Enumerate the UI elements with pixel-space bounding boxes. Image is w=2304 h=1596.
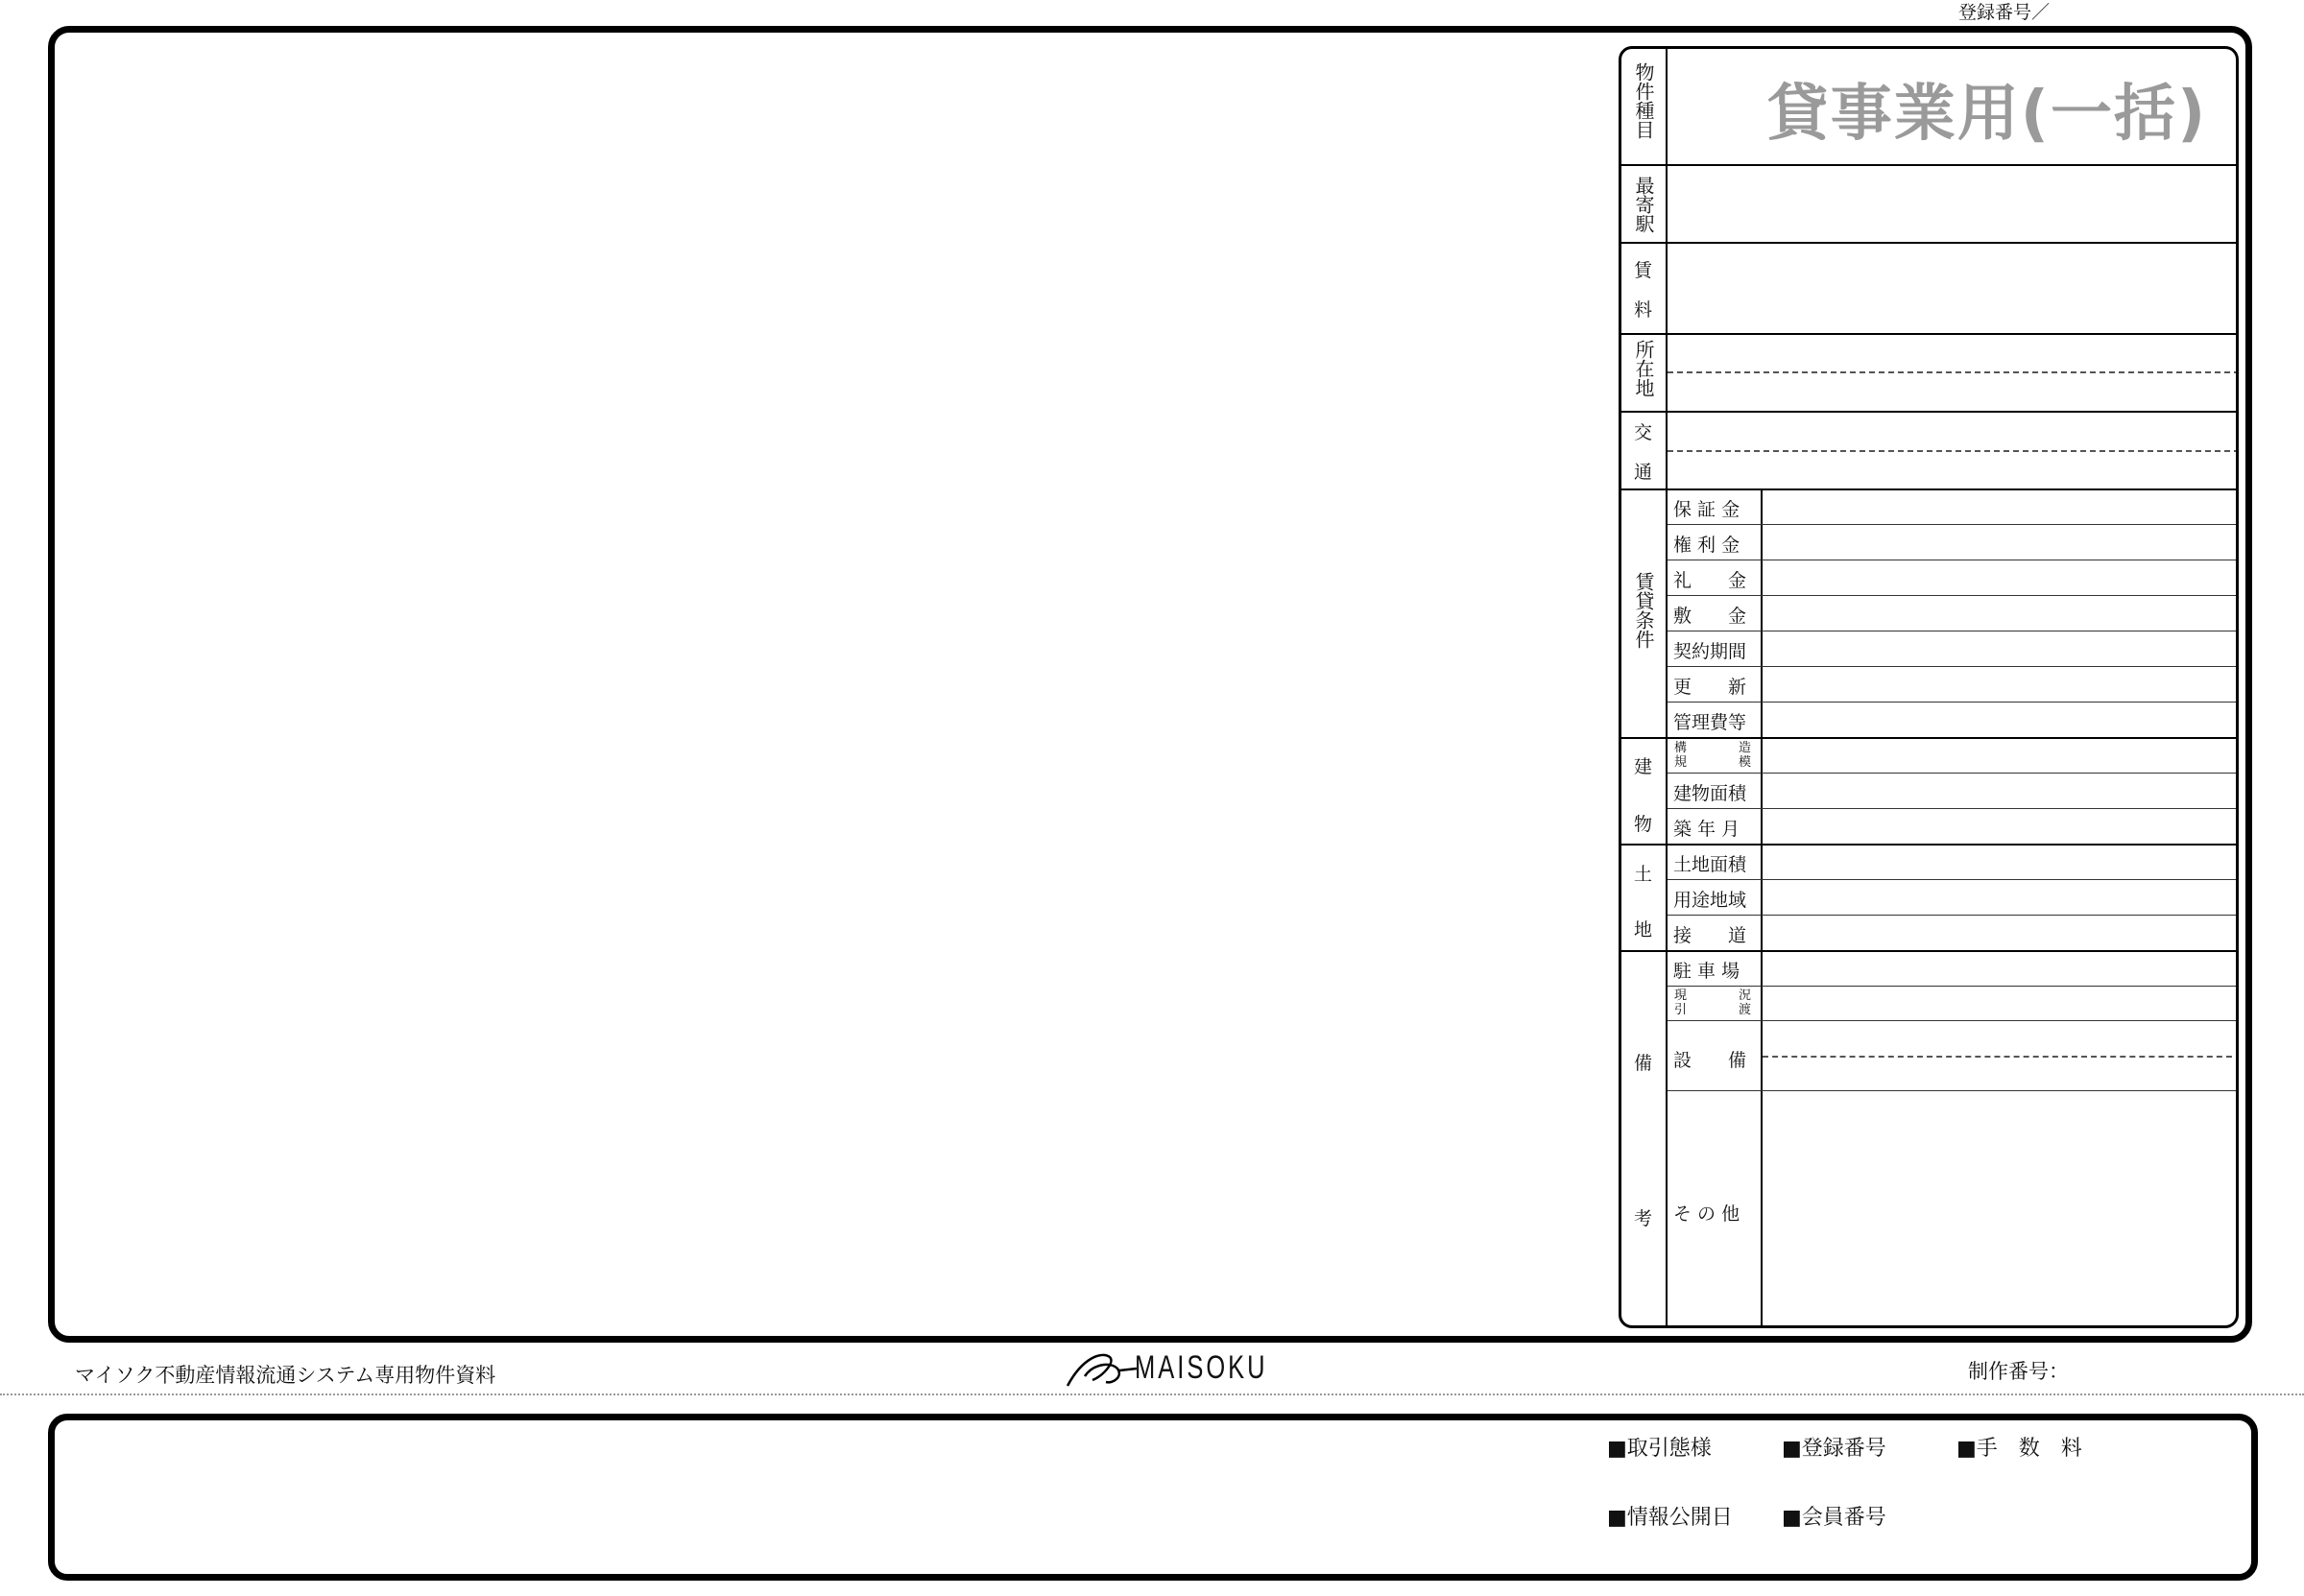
property-info-panel [1619,46,2239,1328]
rent-label-1: 賃 [1634,260,1653,281]
row-divider [1668,1090,2239,1091]
nearest-station-label: 最寄駅 [1632,176,1655,233]
maisoku-logo [1064,1347,1268,1394]
transport-label-1: 交 [1634,422,1653,443]
row-divider [1621,333,2239,335]
sublabel-column-divider [1761,490,1763,1328]
remarks-label-1: 備 [1634,1053,1653,1074]
transport-label-2: 通 [1634,462,1653,483]
production-number-label: 制作番号： [1968,1360,2069,1383]
row-divider [1668,879,2239,880]
row-divider [1668,915,2239,916]
row-divider [1621,411,2239,413]
dashed-divider [1763,1056,2239,1058]
handover-label-1: 現 [1674,989,1688,1003]
row-divider [1668,595,2239,596]
property-type-value: 貸事業用(一括) [1766,79,2208,150]
key-premium-label: 権 利 金 [1673,535,1740,556]
logo-text: MAISOKU [1135,1349,1268,1386]
deposit-guarantee-label: 保 証 金 [1673,499,1740,520]
registration-number-label: 登録番号／ [1958,2,2051,23]
built-date-label: 築 年 月 [1673,819,1740,840]
facilities-label: 設 備 [1673,1050,1747,1071]
transaction-type-label: ■取引態様 [1607,1437,1712,1461]
land-area-label: 土地面積 [1673,854,1747,875]
rent-label-2: 料 [1634,299,1653,321]
location-label: 所在地 [1632,340,1655,397]
fee-label: ■手 数 料 [1956,1437,2082,1461]
key-money-label: 礼 金 [1673,570,1747,591]
row-divider [1668,773,2239,774]
management-fee-label: 管理費等 [1673,712,1747,733]
renewal-label: 更 新 [1673,677,1747,698]
security-deposit-label: 敷 金 [1673,606,1747,627]
remarks-label-2: 考 [1634,1208,1653,1229]
row-divider [1668,986,2239,987]
handover-label-3: 引 [1674,1003,1688,1017]
row-divider [1621,242,2239,244]
row-divider [1621,844,2239,846]
member-no-label: ■会員番号 [1782,1506,1886,1530]
building-label-1: 建 [1634,756,1653,777]
system-text: マイソク不動産情報流通システム専用物件資料 [75,1364,496,1387]
use-zone-label: 用途地域 [1673,890,1747,911]
row-divider [1621,164,2239,166]
row-divider [1668,1020,2239,1021]
row-divider [1668,666,2239,667]
contract-period-label: 契約期間 [1673,641,1747,662]
structure-label-2: 造 [1739,741,1752,755]
structure-label-3: 規 [1674,755,1688,770]
building-area-label: 建物面積 [1673,783,1747,804]
dashed-divider [1668,450,2239,452]
info-published-label: ■情報公開日 [1607,1506,1733,1530]
other-label: そ の 他 [1673,1203,1740,1225]
lease-terms-label: 賃貸条件 [1632,572,1655,649]
land-label-1: 土 [1634,864,1653,885]
row-divider [1668,524,2239,525]
structure-label-1: 構 [1674,741,1688,755]
row-divider [1668,702,2239,703]
label-column-divider [1666,49,1668,1328]
road-access-label: 接 道 [1673,925,1747,946]
row-divider [1621,950,2239,952]
parking-label: 駐 車 場 [1673,961,1740,982]
structure-label-4: 模 [1739,755,1752,770]
cut-line [0,1394,2304,1395]
handover-label-2: 況 [1739,989,1752,1003]
building-label-2: 物 [1634,814,1653,835]
handover-label-4: 渡 [1739,1003,1752,1017]
registration-no-label: ■登録番号 [1782,1437,1886,1461]
row-divider [1621,488,2239,490]
bottom-frame [48,1414,2258,1581]
row-divider [1621,737,2239,739]
land-label-2: 地 [1634,919,1653,941]
dashed-divider [1668,371,2239,373]
property-type-label: 物件種目 [1632,62,1655,139]
row-divider [1668,808,2239,809]
